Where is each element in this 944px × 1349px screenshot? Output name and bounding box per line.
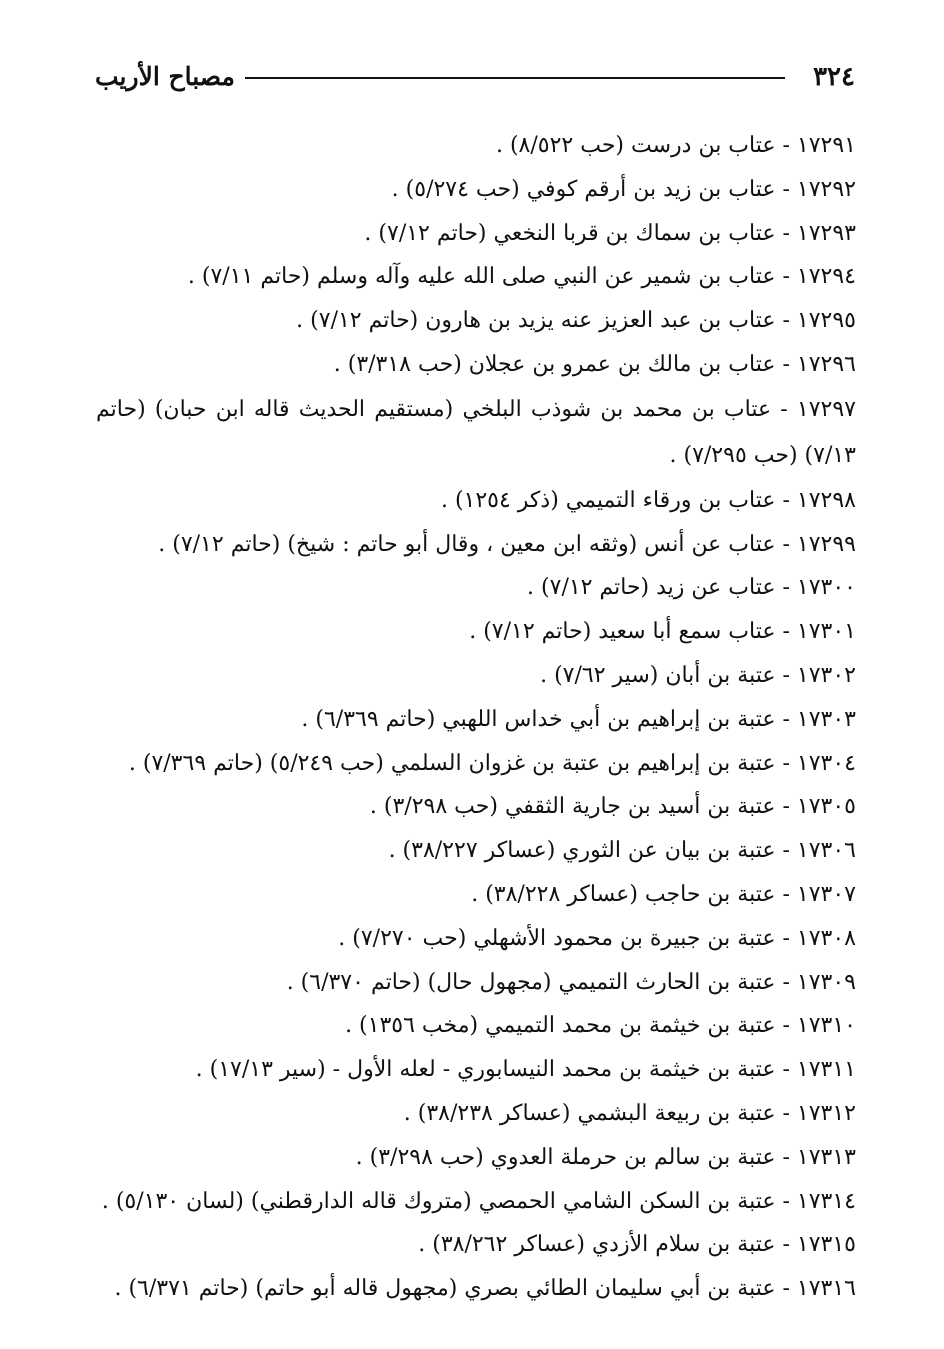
list-item: ١٧٢٩١ - عتاب بن درست (حب ٨/٥٢٢) . [495,133,856,158]
list-item: ١٧٣١٣ - عتبة بن سالم بن حرملة العدوي (حب ٣/٢٩٨) . [355,1144,856,1170]
book-title: مصباح الأريب [95,62,235,91]
list-item: ١٧٣٠٨ - عتبة بن جبيرة بن محمود الأشهلي (حب ٧/٢٧٠) . [338,925,856,951]
list-item: ١٧٣١١ - عتبة بن خيثمة بن محمد النيسابوري - لعله الأول - (سير ١٧/١٣) . [195,1057,856,1083]
list-item: ١٧٣١٤ - عتبة بن السكن الشامي الحمصي (متروك قاله الدارقطني) (لسان ٥/١٣٠) . [101,1188,856,1214]
list-item: ١٧٢٩٩ - عتاب عن أنس (وثقه ابن معين ، وقال أبو حاتم : شيخ) (حاتم ٧/١٢) . [158,531,856,557]
list-item: ١٧٣٠٢ - عتبة بن أبان (سير ٧/٦٢) . [540,662,856,688]
list-item: ١٧٣٠٣ - عتبة بن إبراهيم بن أبي خداس اللهبي (حاتم ٦/٣٦٩) . [301,706,856,732]
list-item: ١٧٣١٢ - عتبة بن ربيعة البشمي (عساكر ٣٨/٢٣٨) . [403,1100,856,1126]
page-header [95,60,855,96]
list-item: ١٧٢٩٧ - عتاب بن محمد بن شوذب البلخي (مستقيم الحديث قاله ابن حبان) (حاتم ٧/١٣) (حب ٧/٢٩٥) . [96,396,856,468]
list-item: ١٧٣٠١ - عتاب سمع أبا سعيد (حاتم ٧/١٢) . [469,619,856,645]
page-number: ٣٢٤ [813,62,855,92]
list-item: ١٧٣٠٧ - عتبة بن حاجب (عساكر ٣٨/٢٢٨) . [471,881,856,907]
list-item: ١٧٣٠٠ - عتاب عن زيد (حاتم ٧/١٢) . [527,575,856,601]
list-item: ١٧٢٩٦ - عتاب بن مالك بن عمرو بن عجلان (حب ٣/٣١٨) . [333,351,856,377]
list-item: ١٧٣٠٦ - عتبة بن بيان عن الثوري (عساكر ٣٨/٢٢٧) . [388,838,856,864]
list-item: ١٧٢٩٢ - عتاب بن زيد بن أرقم كوفي (حب ٥/٢٧٤) . [391,176,856,202]
list-item: ١٧٢٩٤ - عتاب بن شمير عن النبي صلى الله عليه وآله وسلم (حاتم ٧/١١) . [187,264,856,290]
list-item: ١٧٢٩٥ - عتاب بن عبد العزيز عنه يزيد بن هارون (حاتم ٧/١٢) . [296,308,856,334]
list-item: ١٧٣٠٥ - عتبة بن أسيد بن جارية الثقفي (حب ٣/٢٩٨) . [369,794,856,820]
list-item: ١٧٢٩٣ - عتاب بن سماك بن قربا النخعي (حاتم ٧/١٢) . [364,220,856,246]
list-item: ١٧٣١٥ - عتبة بن سلام الأزدي (عساكر ٣٨/٢٦٢) . [418,1232,856,1258]
list-item: ١٧٣٠٩ - عتبة بن الحارث التميمي (مجهول حال) (حاتم ٦/٣٧٠) . [286,969,856,995]
list-item: ١٧٣١٠ - عتبة بن خيثمة بن محمد التميمي (مخب ١٣٥٦) . [345,1013,856,1039]
header-rule [245,77,785,79]
entry-list [96,124,856,1311]
list-item: ١٧٣١٦ - عتبة بن أبي سليمان الطائي بصري (مجهول قاله أبو حاتم) (حاتم ٦/٣٧١) . [114,1276,856,1302]
list-item: ١٧٢٩٨ - عتاب بن ورقاء التميمي (ذكر ١٢٥٤) . [440,487,856,513]
list-item: ١٧٣٠٤ - عتبة بن إبراهيم بن عتبة بن غزوان السلمي (حب ٥/٢٤٩) (حاتم ٧/٣٦٩) . [128,750,856,776]
